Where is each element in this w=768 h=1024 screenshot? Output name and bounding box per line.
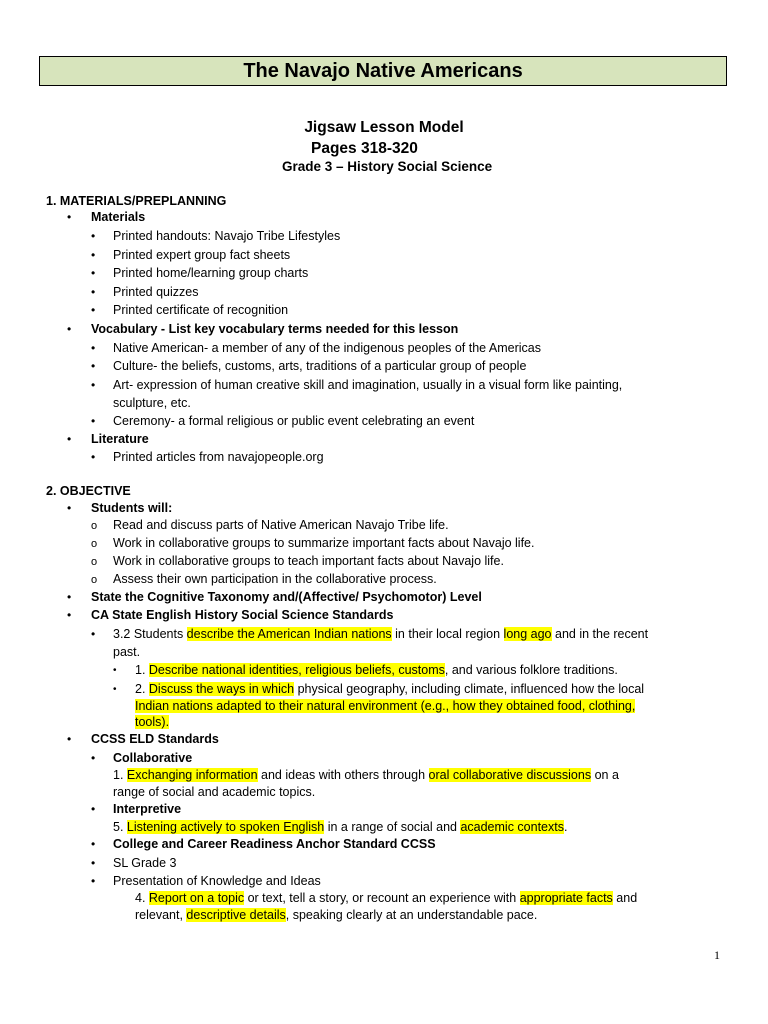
bullet-icon: • (91, 248, 96, 262)
bullet-icon: • (91, 802, 96, 816)
standard-2-continued: Indian nations adapted to their natural environment (e.g., how they obtained food, clothing, (135, 699, 636, 713)
bullet-icon: • (91, 359, 96, 373)
circle-bullet-icon: o (91, 574, 98, 586)
section-2-heading: 2. OBJECTIVE (46, 484, 131, 498)
circle-bullet-icon: o (91, 556, 98, 568)
bullet-icon: • (91, 266, 96, 280)
bullet-icon: • (67, 210, 72, 224)
report-standard-continued: relevant, descriptive details, speaking clearly at an understandable pace. (135, 908, 538, 922)
bullet-icon: • (67, 432, 72, 446)
document-title: The Navajo Native Americans (39, 56, 727, 86)
sl-grade: SL Grade 3 (113, 856, 177, 870)
presentation-label: Presentation of Knowledge and Ideas (113, 874, 321, 888)
college-career-label: College and Career Readiness Anchor Standard CCSS (113, 837, 436, 851)
bullet-icon: • (67, 608, 72, 622)
collaborative-label: Collaborative (113, 751, 193, 765)
standard-3-2-continued: past. (113, 645, 141, 659)
page-number: 1 (714, 948, 720, 962)
bullet-icon: • (113, 665, 117, 676)
bullet-icon: • (91, 856, 96, 870)
list-item: Art- expression of human creative skill and imagination, usually in a visual form like painting, (113, 378, 623, 392)
list-item: Printed articles from navajopeople.org (113, 450, 324, 464)
bullet-icon: • (91, 450, 96, 464)
ca-standards-label: CA State English History Social Science Standards (91, 608, 394, 622)
taxonomy-label: State the Cognitive Taxonomy and/(Affective/ Psychomotor) Level (91, 590, 482, 604)
bullet-icon: • (91, 229, 96, 243)
interpretive-label: Interpretive (113, 802, 182, 816)
report-standard: 4. Report on a topic or text, tell a story, or recount an experience with appropriate facts and (135, 891, 638, 905)
bullet-icon: • (91, 378, 96, 392)
list-item: Assess their own participation in the collaborative process. (113, 572, 437, 586)
collaborative-standard-continued: range of social and academic topics. (113, 785, 316, 799)
circle-bullet-icon: o (91, 520, 98, 532)
interpretive-standard: 5. Listening actively to spoken English in a range of social and academic contexts. (113, 820, 568, 834)
vocabulary-label: Vocabulary - List key vocabulary terms needed for this lesson (91, 322, 459, 336)
bullet-icon: • (91, 627, 96, 641)
ccss-eld-label: CCSS ELD Standards (91, 732, 219, 746)
pages-heading: Pages 318-320 (311, 140, 418, 157)
bullet-icon: • (91, 303, 96, 317)
bullet-icon: • (91, 414, 96, 428)
standard-3-2: 3.2 Students describe the American Indian nations in their local region long ago and in the recent (113, 627, 649, 641)
list-item: Printed certificate of recognition (113, 303, 289, 317)
bullet-icon: • (67, 322, 72, 336)
list-item: Culture- the beliefs, customs, arts, traditions of a particular group of people (113, 359, 527, 373)
list-item: Work in collaborative groups to summarize important facts about Navajo life. (113, 536, 535, 550)
list-item: Printed home/learning group charts (113, 266, 309, 280)
materials-label: Materials (91, 210, 146, 224)
literature-label: Literature (91, 432, 149, 446)
bullet-icon: • (91, 341, 96, 355)
bullet-icon: • (91, 837, 96, 851)
students-will-label: Students will: (91, 501, 173, 515)
bullet-icon: • (91, 751, 96, 765)
standard-2-continued: tools). (135, 715, 170, 729)
collaborative-standard: 1. Exchanging information and ideas with others through oral collaborative discussions on a (113, 768, 619, 782)
section-1-heading: 1. MATERIALS/PREPLANNING (46, 194, 227, 208)
bullet-icon: • (67, 732, 72, 746)
standard-1: 1. Describe national identities, religious beliefs, customs, and various folklore traditions. (135, 663, 618, 677)
list-item: Printed expert group fact sheets (113, 248, 291, 262)
bullet-icon: • (113, 684, 117, 695)
bullet-icon: • (91, 874, 96, 888)
list-item-continued: sculpture, etc. (113, 396, 191, 410)
circle-bullet-icon: o (91, 538, 98, 550)
list-item: Ceremony- a formal religious or public event celebrating an event (113, 414, 475, 428)
standard-2: 2. Discuss the ways in which physical geography, including climate, influenced how the local (135, 682, 645, 696)
grade-heading: Grade 3 – History Social Science (282, 159, 493, 174)
lesson-model-heading: Jigsaw Lesson Model (304, 119, 464, 136)
list-item: Native American- a member of any of the indigenous peoples of the Americas (113, 341, 542, 355)
list-item: Printed handouts: Navajo Tribe Lifestyles (113, 229, 341, 243)
list-item: Printed quizzes (113, 285, 199, 299)
bullet-icon: • (67, 501, 72, 515)
list-item: Work in collaborative groups to teach important facts about Navajo life. (113, 554, 504, 568)
bullet-icon: • (91, 285, 96, 299)
list-item: Read and discuss parts of Native American Navajo Tribe life. (113, 518, 449, 532)
bullet-icon: • (67, 590, 72, 604)
